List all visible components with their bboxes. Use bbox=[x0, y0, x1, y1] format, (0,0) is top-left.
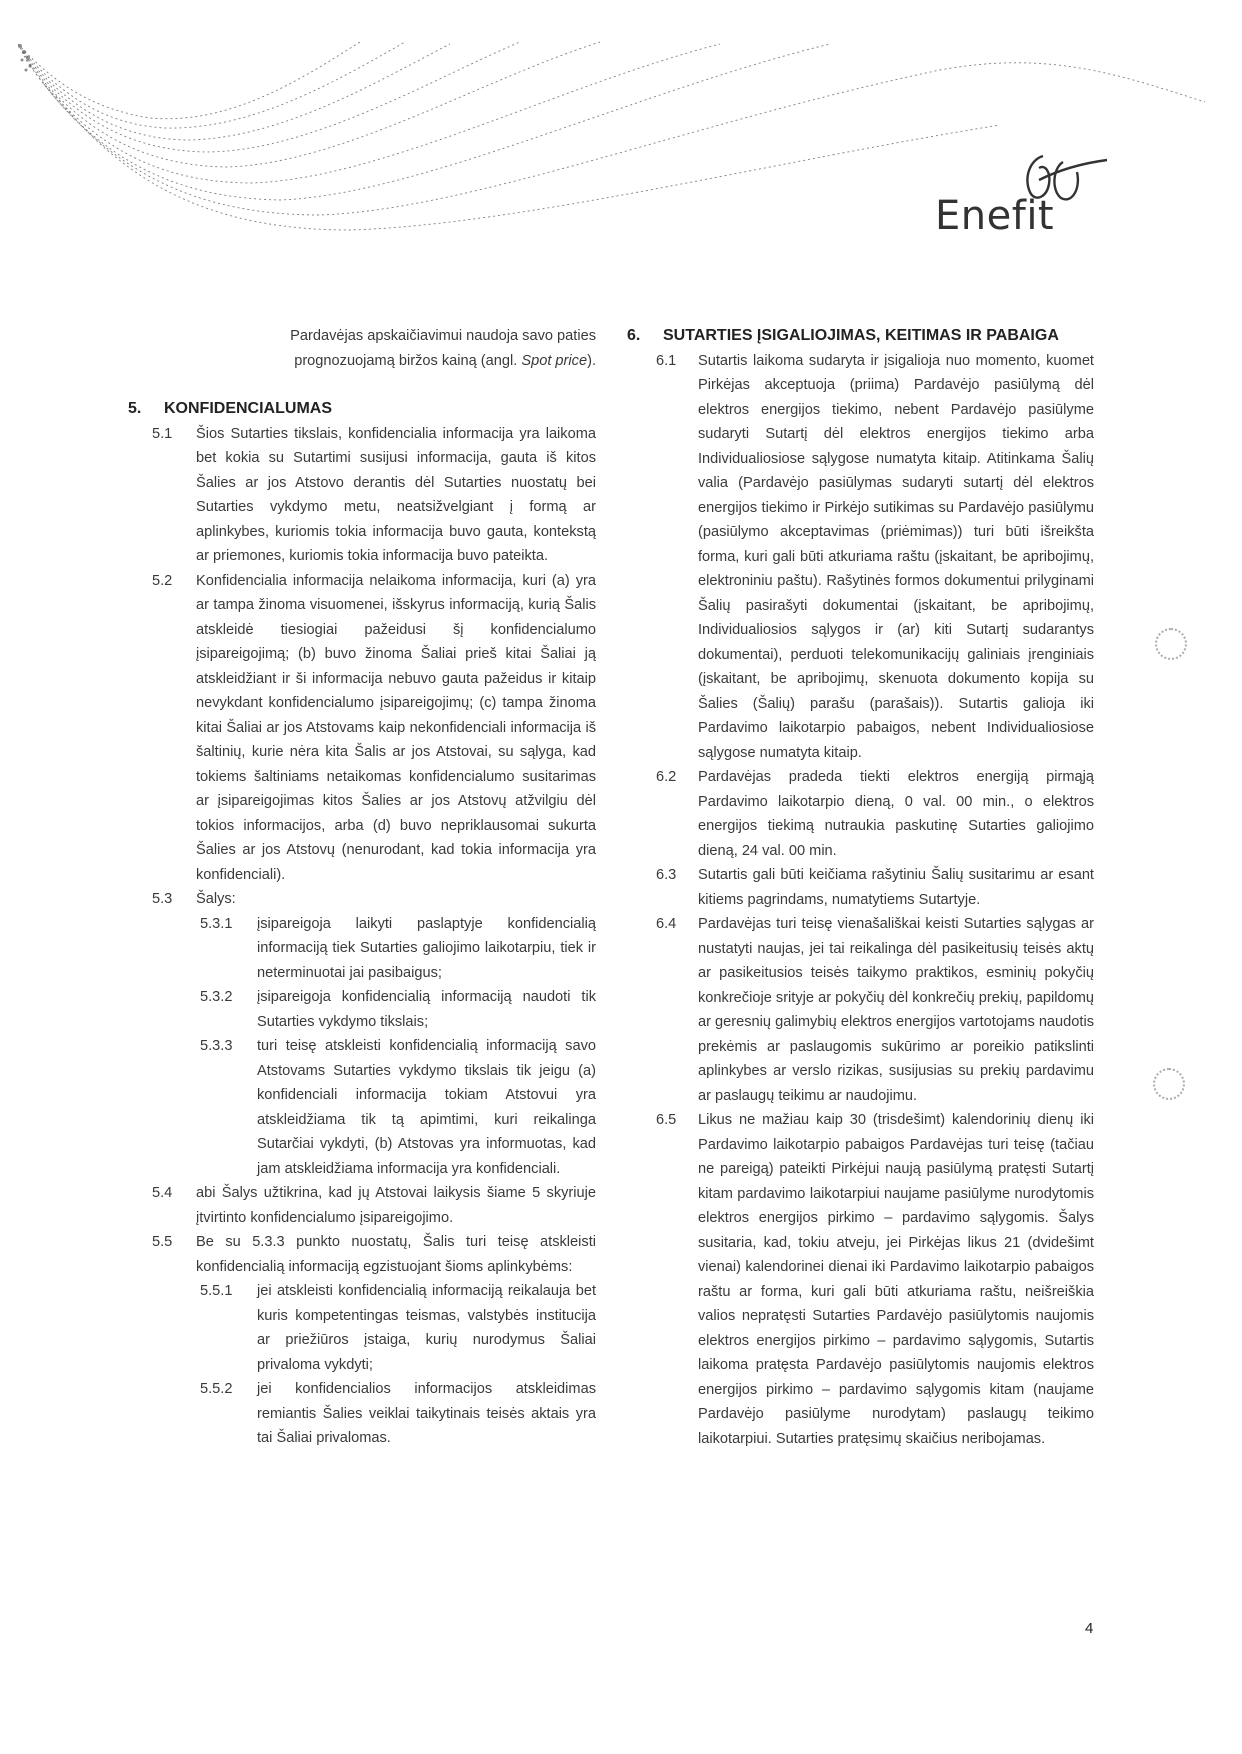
clause-5-3-1: 5.3.1 įsipareigoja laikyti paslaptyje konfidencialią informaciją tiek Sutarties galiojimo laikotarpiu, tiek ir neterminuotai jai pasibaigus; bbox=[200, 915, 596, 981]
clause-5-3-3: 5.3.3 turi teisę atskleisti konfidencialią informaciją savo Atstovams Sutarties vykdymo tikslais tik jeigu (a) konfidenciali informacija tokiam Atstovui yra atskleidžiama tik tą apimtimi, kuri reikalinga Sutarčiai vykdyti, (b) Atstovas yra informuotas, kad jam atskleidžiama informacija yra konfidenciali. bbox=[200, 1038, 596, 1177]
clause-5-2: 5.2 Konfidencialia informacija nelaikoma informacija, kuri (a) yra ar tampa žinoma visuomenei, išskyrus informaciją, kurią Šalis atskleidė tiesiogiai pažeidusi šį konfidencialumo įsipareigojimą; (b) buvo žinoma Šaliai prieš kitai Šaliai ją atskleidžiant ir ši informacija nebuvo gauta pažeidus ir kitaip nevykdant konfidencialumo įsipareigojimų; (c) tampa žinoma kitai Šaliai ar jos Atstovams kaip nekonfidenciali informacija iš šaltinių, kurie nėra kita Šalis ar jos Atstovai, su sąlyga, kad tokiems šaltiniams netaikomas konfidencialumo susitarimas ar įsipareigojimas kitos Šalies ar jos Atstovų atžvilgiu dėl tokios informacijos, arba (d) buvo nepriklausomai sukurta Šalies ar jos Atstovų (nenurodant, kad tokia informacija yra konfidenciali). bbox=[152, 572, 596, 883]
right-column bbox=[622, 324, 1094, 1451]
clause-5-5: 5.5 Be su 5.3.3 punkto nuostatų, Šalis turi teisę atskleisti konfidencialią informaciją egzistuojant šioms aplinkybėms: bbox=[152, 1234, 596, 1275]
clause-5-3-2: 5.3.2 įsipareigoja konfidencialią informaciją naudoti tik Sutarties vykdymo tikslais; bbox=[200, 989, 596, 1030]
clause-5-3: 5.3 Šalys: bbox=[152, 891, 236, 907]
punch-hole-mark-icon bbox=[1155, 628, 1187, 660]
intro-line-2: prognozuojamą biržos kainą (angl. Spot price). bbox=[294, 352, 596, 369]
clause-5-5-2: 5.5.2 jei konfidencialios informacijos atskleidimas remiantis Šalies veiklai taikytinais teisės aktais yra tai Šaliai privalomas. bbox=[200, 1381, 596, 1446]
clause-5-1: 5.1 Šios Sutarties tikslais, konfidencialia informacija yra laikoma bet kokia su Sutartimi susijusi informacija, gauta iš kitos Šalies ar jos Atstovo derantis dėl Sutarties nuostatų bei Sutarties vykdymo metu, neatsižvelgiant į formą ar aplinkybes, kuriomis tokia informacija buvo gauta, kontekstą ar priemones, kuriomis tokia informacija buvo pateikta. bbox=[152, 425, 596, 564]
enefit-logo bbox=[930, 150, 1110, 250]
intro-paragraph bbox=[120, 324, 596, 373]
intro-line-1: Pardavėjas apskaičiavimui naudoja savo paties bbox=[290, 328, 596, 344]
clause-5-5-1: 5.5.1 jei atskleisti konfidencialią informaciją reikalauja bet kuris kompetentingas teismas, valstybės institucija ar priežiūros įstaiga, kurių nurodymus Šaliai privaloma vykdyti; bbox=[200, 1283, 596, 1373]
clause-6-1: 6.1 Sutartis laikoma sudaryta ir įsigalioja nuo momento, kuomet Pirkėjas akceptuoja (priima) Pardavėjo pasiūlymą dėl elektros energijos tiekimo, nebent Pardavėjo pasiūlyme sudaryti Sutartį dėl elektros energijos tiekimo arba Individualiosiose sąlygose numatyta kitaip. Atitinkama Šalių valia (Pardavėjo pasiūlymas sudaryti sutartį dėl elektros energijos tiekimo ir Pirkėjo sutikimas su Pardavėjo pasiūlymu (pasiūlymo akceptavimas (priėmimas)) turi būti išreikšta forma, kuri gali būti atkuriama raštu (įskaitant, be apribojimų, elektroniniu paštu). Rašytinės formos dokumentui prilyginami Šalių pasirašyti dokumentai (įskaitant, be apribojimų, Individualiosios sąlygos ir (ar) kiti Sutartį sudarantys dokumentai), perduoti telekomunikacijų galiniais įrenginiais (įskaitant, be apribojimų, skenuota dokumento kopija su Šalies (Šalių) parašu (parašais)). Sutartis galioja iki Pardavimo laikotarpio pabaigos, nebent Individualiosiose sąlygose numatyta kitaip. bbox=[656, 352, 1094, 761]
page-number: 4 bbox=[1085, 1620, 1094, 1637]
section-6-heading: 6. SUTARTIES ĮSIGALIOJIMAS, KEITIMAS IR PABAIGA bbox=[622, 324, 1094, 349]
clause-5-4: 5.4 abi Šalys užtikrina, kad jų Atstovai laikysis šiame 5 skyriuje įtvirtinto konfidencialumo įsipareigojimo. bbox=[152, 1185, 596, 1226]
section-6-title: SUTARTIES ĮSIGALIOJIMAS, KEITIMAS IR PABAIGA bbox=[663, 327, 1059, 344]
clause-6-3: 6.3 Sutartis gali būti keičiama rašytiniu Šalių susitarimu ar esant kitiems pagrindams, numatytiems Sutartyje. bbox=[656, 867, 1094, 908]
section-5-heading: 5. KONFIDENCIALUMAS bbox=[120, 397, 596, 422]
punch-hole-mark-icon bbox=[1153, 1068, 1185, 1100]
logo-text: Enefit bbox=[935, 193, 1055, 239]
clause-6-2: 6.2 Pardavėjas pradeda tiekti elektros energiją pirmąją Pardavimo laikotarpio dieną, 0 val. 00 min., o elektros energijos tiekimą nutraukia paskutinę Sutarties galiojimo dieną, 24 val. 00 min. bbox=[656, 769, 1094, 859]
clause-6-4: 6.4 Pardavėjas turi teisę vienašališkai keisti Sutarties sąlygas ar nustatyti naujas, jei tai reikalinga dėl pasikeitusių teisės aktų ar pasikeitusios teisės taikymo praktikos, esminių pokyčių konkrečioje srityje ar pokyčių dėl konkrečių prekių, papildomų ar geresnių galimybių elektros energijos vartotojams naudotis prekėmis ar paslaugomis sukūrimo ar poreikio patikslinti aplinkybes ar verslo rizikas, susijusias su prekių pardavimu ar paslaugų teikimu ar naudojimu. bbox=[656, 916, 1094, 1104]
clause-6-5: 6.5 Likus ne mažiau kaip 30 (trisdešimt) kalendorinių dienų iki Pardavimo laikotarpio pabaigos Pardavėjas turi teisę (tačiau ne pareigą) pateikti Pirkėjui naują pasiūlymą pratęsti Sutartį kitam pardavimo laikotarpiui naujame pasiūlyme nurodytomis elektros energijos pirkimo – pardavimo sąlygomis. Šalys susitaria, kad, tokiu atveju, jei Pirkėjas likus 21 (dvidešimt vienai) kalendorinei dienai iki Pardavimo laikotarpio pabaigos raštu ar forma, kuri gali būti atkuriama raštu, neišreiškia valios nepratęsti Sutarties Pardavėjo pasiūlytomis naujomis elektros energijos pirkimo – pardavimo sąlygomis, Sutartis laikoma pratęsta Pardavėjo pasiūlytomis naujomis elektros energijos pirkimo – pardavimo sąlygomis kitam (naujame Pardavėjo pasiūlyme nurodytam) paslaugų teikimo laikotarpiui. Sutarties pratęsimų skaičius neribojamas. bbox=[656, 1112, 1094, 1447]
spot-price-term: Spot price bbox=[521, 352, 588, 369]
left-column bbox=[120, 324, 596, 1451]
section-5-title: KONFIDENCIALUMAS bbox=[164, 400, 332, 417]
